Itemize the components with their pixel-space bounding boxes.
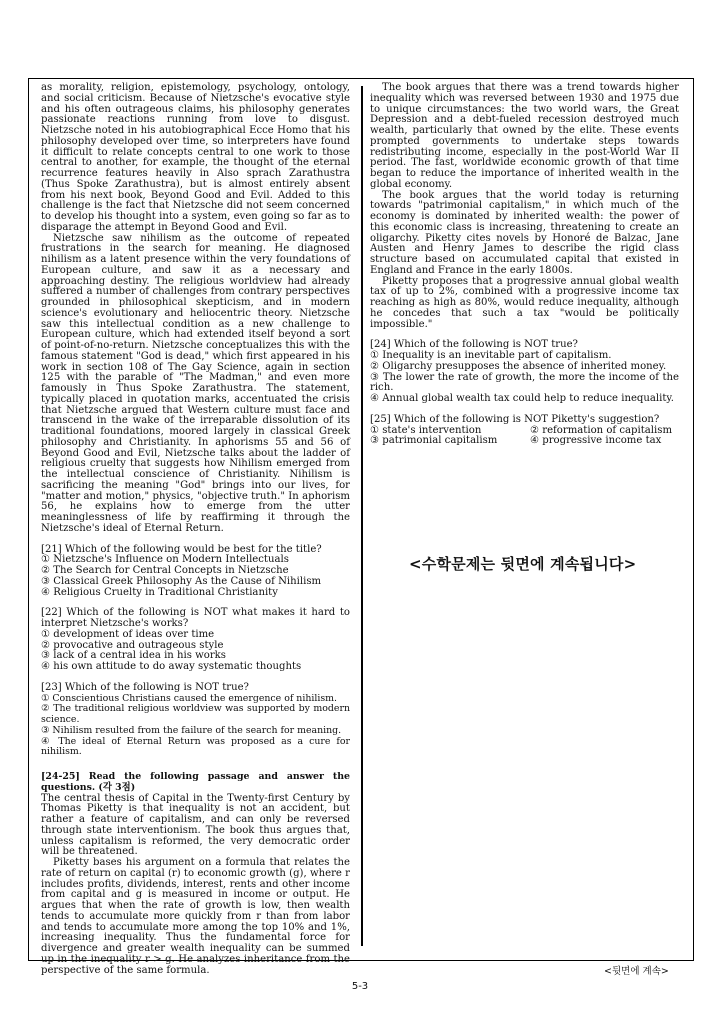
question-23-option-4[interactable]: ④ The ideal of Eternal Return was proposed as a cure for nihilism. bbox=[41, 735, 350, 758]
question-25-option-3[interactable]: ③ patrimonial capitalism bbox=[370, 435, 498, 447]
piketty-paragraph-1: The central thesis of Capital in the Twenty-first Century by Thomas Piketty is that inequality is not an accident, but rather a feature of capitalism, and can only be reversed through state interventionism. The book thus argues that, unless capitalism is reformed, the very democratic order will be threatened. bbox=[41, 792, 350, 858]
question-22-option-2[interactable]: ② provocative and outrageous style bbox=[41, 639, 224, 651]
question-23-stem: [23] Which of the following is NOT true? bbox=[41, 681, 249, 693]
question-23-option-2[interactable]: ② The traditional religious worldview was supported by modern science. bbox=[41, 703, 350, 725]
question-24-stem: [24] Which of the following is NOT true? bbox=[370, 339, 578, 351]
column-divider bbox=[361, 86, 363, 946]
question-24-option-1[interactable]: ① Inequality is an inevitable part of capitalism. bbox=[370, 350, 612, 361]
question-23-option-1[interactable]: ① Conscientious Christians caused the emergence of nihilism. bbox=[41, 692, 338, 704]
question-23-option-3[interactable]: ③ Nihilism resulted from the failure of the search for meaning. bbox=[41, 724, 342, 736]
question-25-stem: [25] Which of the following is NOT Piketty's suggestion? bbox=[370, 413, 660, 425]
question-25 bbox=[370, 415, 679, 447]
question-21-option-4[interactable]: ④ Religious Cruelty in Traditional Christianity bbox=[41, 586, 278, 598]
nietzsche-paragraph-2: Nietzsche saw nihilism as the outcome of repeated frustrations in the search for meaning. He diagnosed nihilism as a latent presence within the very foundations of European culture, and saw it as a necessary and approaching destiny. The religious worldview had already suffered a number of challenges from contrary perspectives grounded in philosophical skepticism, and in modern science's evolutionary and heliocentric theory. Nietzsche saw this intellectual condition as a new challenge to European culture, which had extended itself beyond a sort of point-of-no-return. Nietzsche conceptualizes this with the famous statement "God is dead," which first appeared in his work in section 108 of The Gay Science, again in section 125 with the parable of "The Madman," and even more famously in Thus Spoke Zarathustra. The statement, typically placed in quotation marks, accentuated the crisis that Nietzsche argued that Western culture must face and transcend in the wake of the irreparable dissolution of its traditional foundations, moored largely in classical Greek philosophy and Christianity. In aphorisms 55 and 56 of Beyond Good and Evil, Nietzsche talks about the ladder of religious cruelty that suggests how Nihilism emerged from the intellectual conscience of Christianity. Nihilism is sacrificing the meaning "God" brings into our lives, for "matter and motion," physics, "objective truth." In aphorism 56, he explains how to emerge from the utter meaninglessness of life by reaffirming it through the Nietzsche's ideal of Eternal Return. bbox=[41, 232, 350, 534]
question-22-option-1[interactable]: ① development of ideas over time bbox=[41, 628, 215, 640]
right-column bbox=[370, 83, 679, 447]
question-25-options bbox=[370, 426, 679, 448]
piketty-paragraph-5: Piketty proposes that a progressive annual global wealth tax of up to 2%, combined with a progressive income tax reaching as high as 80%, would reduce inequality, although he concedes that such a tax "would be politically impossible." bbox=[370, 275, 679, 330]
question-22-option-3[interactable]: ③ lack of a central idea in his works bbox=[41, 650, 226, 662]
question-21-option-2[interactable]: ② The Search for Central Concepts in Nietzsche bbox=[41, 565, 289, 576]
question-24-option-2[interactable]: ② Oligarchy presupposes the absence of inherited money. bbox=[370, 360, 667, 372]
question-22-stem: [22] Which of the following is NOT what makes it hard to interpret Nietzsche's works? bbox=[41, 607, 350, 629]
question-24 bbox=[370, 340, 679, 405]
piketty-paragraph-3: The book argues that there was a trend towards higher inequality which was reversed between 1930 and 1975 due to unique circumstances: the two world wars, the Great Depression and a debt-fueled recession destroyed much wealth, particularly that owned by the elite. These events prompted governments to undertake steps towards redistributing income, especially in the post-World War II period. The fast, worldwide economic growth of that time began to reduce the importance of inherited wealth in the global economy. bbox=[370, 82, 679, 190]
question-21-stem: [21] Which of the following would be best for the title? bbox=[41, 543, 322, 555]
question-25-option-4[interactable]: ④ progressive income tax bbox=[530, 435, 662, 447]
continued-math-banner: <수학문제는 뒷면에 계속됩니다> bbox=[409, 555, 637, 573]
question-22 bbox=[41, 608, 350, 673]
left-column bbox=[41, 83, 350, 976]
question-24-option-4[interactable]: ④ Annual global wealth tax could help to reduce inequality. bbox=[370, 393, 674, 404]
question-23 bbox=[41, 683, 350, 758]
continued-notice: <뒷면에 계속> bbox=[604, 966, 669, 977]
piketty-paragraph-4: The book argues that the world today is returning towards "patrimonial capitalism," in which much of the economy is dominated by inherited wealth: the power of this economic class is increasing, threatening to create an oligarchy. Piketty cites novels by Honoré de Balzac, Jane Austen and Henry James to describe the rigid class structure based on accumulated capital that existed in England and France in the early 1800s. bbox=[370, 189, 679, 276]
section-header: [24-25] Read the following passage and answer the questions. (각 3점) bbox=[41, 771, 350, 793]
piketty-paragraph-2: Piketty bases his argument on a formula that relates the rate of return on capital (r) to economic growth (g), where r includes profits, dividends, interest, rents and other income from capital and g is measured in income or output. He argues that when the rate of growth is low, then wealth tends to accumulate more quickly from r than from labor and tends to accumulate more among the top 10% and 1%, increasing inequality. Thus the fundamental force for divergence and greater wealth inequality can be summed up in the inequality r > g. He analyzes inheritance from the perspective of the same formula. bbox=[41, 857, 350, 976]
question-25-option-2[interactable]: ② reformation of capitalism bbox=[530, 424, 673, 436]
page-number: 5-3 bbox=[351, 981, 369, 992]
nietzsche-paragraph-1: as morality, religion, epistemology, psychology, ontology, and social criticism. Because of Nietzsche's evocative style and his often outrageous claims, his philosophy generates passionate reactions running from love to disgust. Nietzsche noted in his autobiographical Ecce Homo that his philosophy developed over time, so interpreters have found it difficult to relate concepts central to one work to those central to another, for example, the thought of the eternal recurrence features heavily in Also sprach Zarathustra (Thus Spoke Zarathustra), but is almost entirely absent from his next book, Beyond Good and Evil. Added to this challenge is the fact that Nietzsche did not seem concerned to develop his thought into a system, even going so far as to disparage the attempt in Beyond Good and Evil. bbox=[41, 82, 350, 233]
question-22-option-4[interactable]: ④ his own attitude to do away systematic thoughts bbox=[41, 661, 302, 672]
question-21 bbox=[41, 545, 350, 599]
question-21-option-3[interactable]: ③ Classical Greek Philosophy As the Cause of Nihilism bbox=[41, 575, 322, 587]
question-24-option-3[interactable]: ③ The lower the rate of growth, the more the income of the rich. bbox=[370, 371, 679, 394]
question-25-option-1[interactable]: ① state's intervention bbox=[370, 424, 482, 436]
question-21-option-1[interactable]: ① Nietzsche's Influence on Modern Intellectuals bbox=[41, 554, 289, 566]
